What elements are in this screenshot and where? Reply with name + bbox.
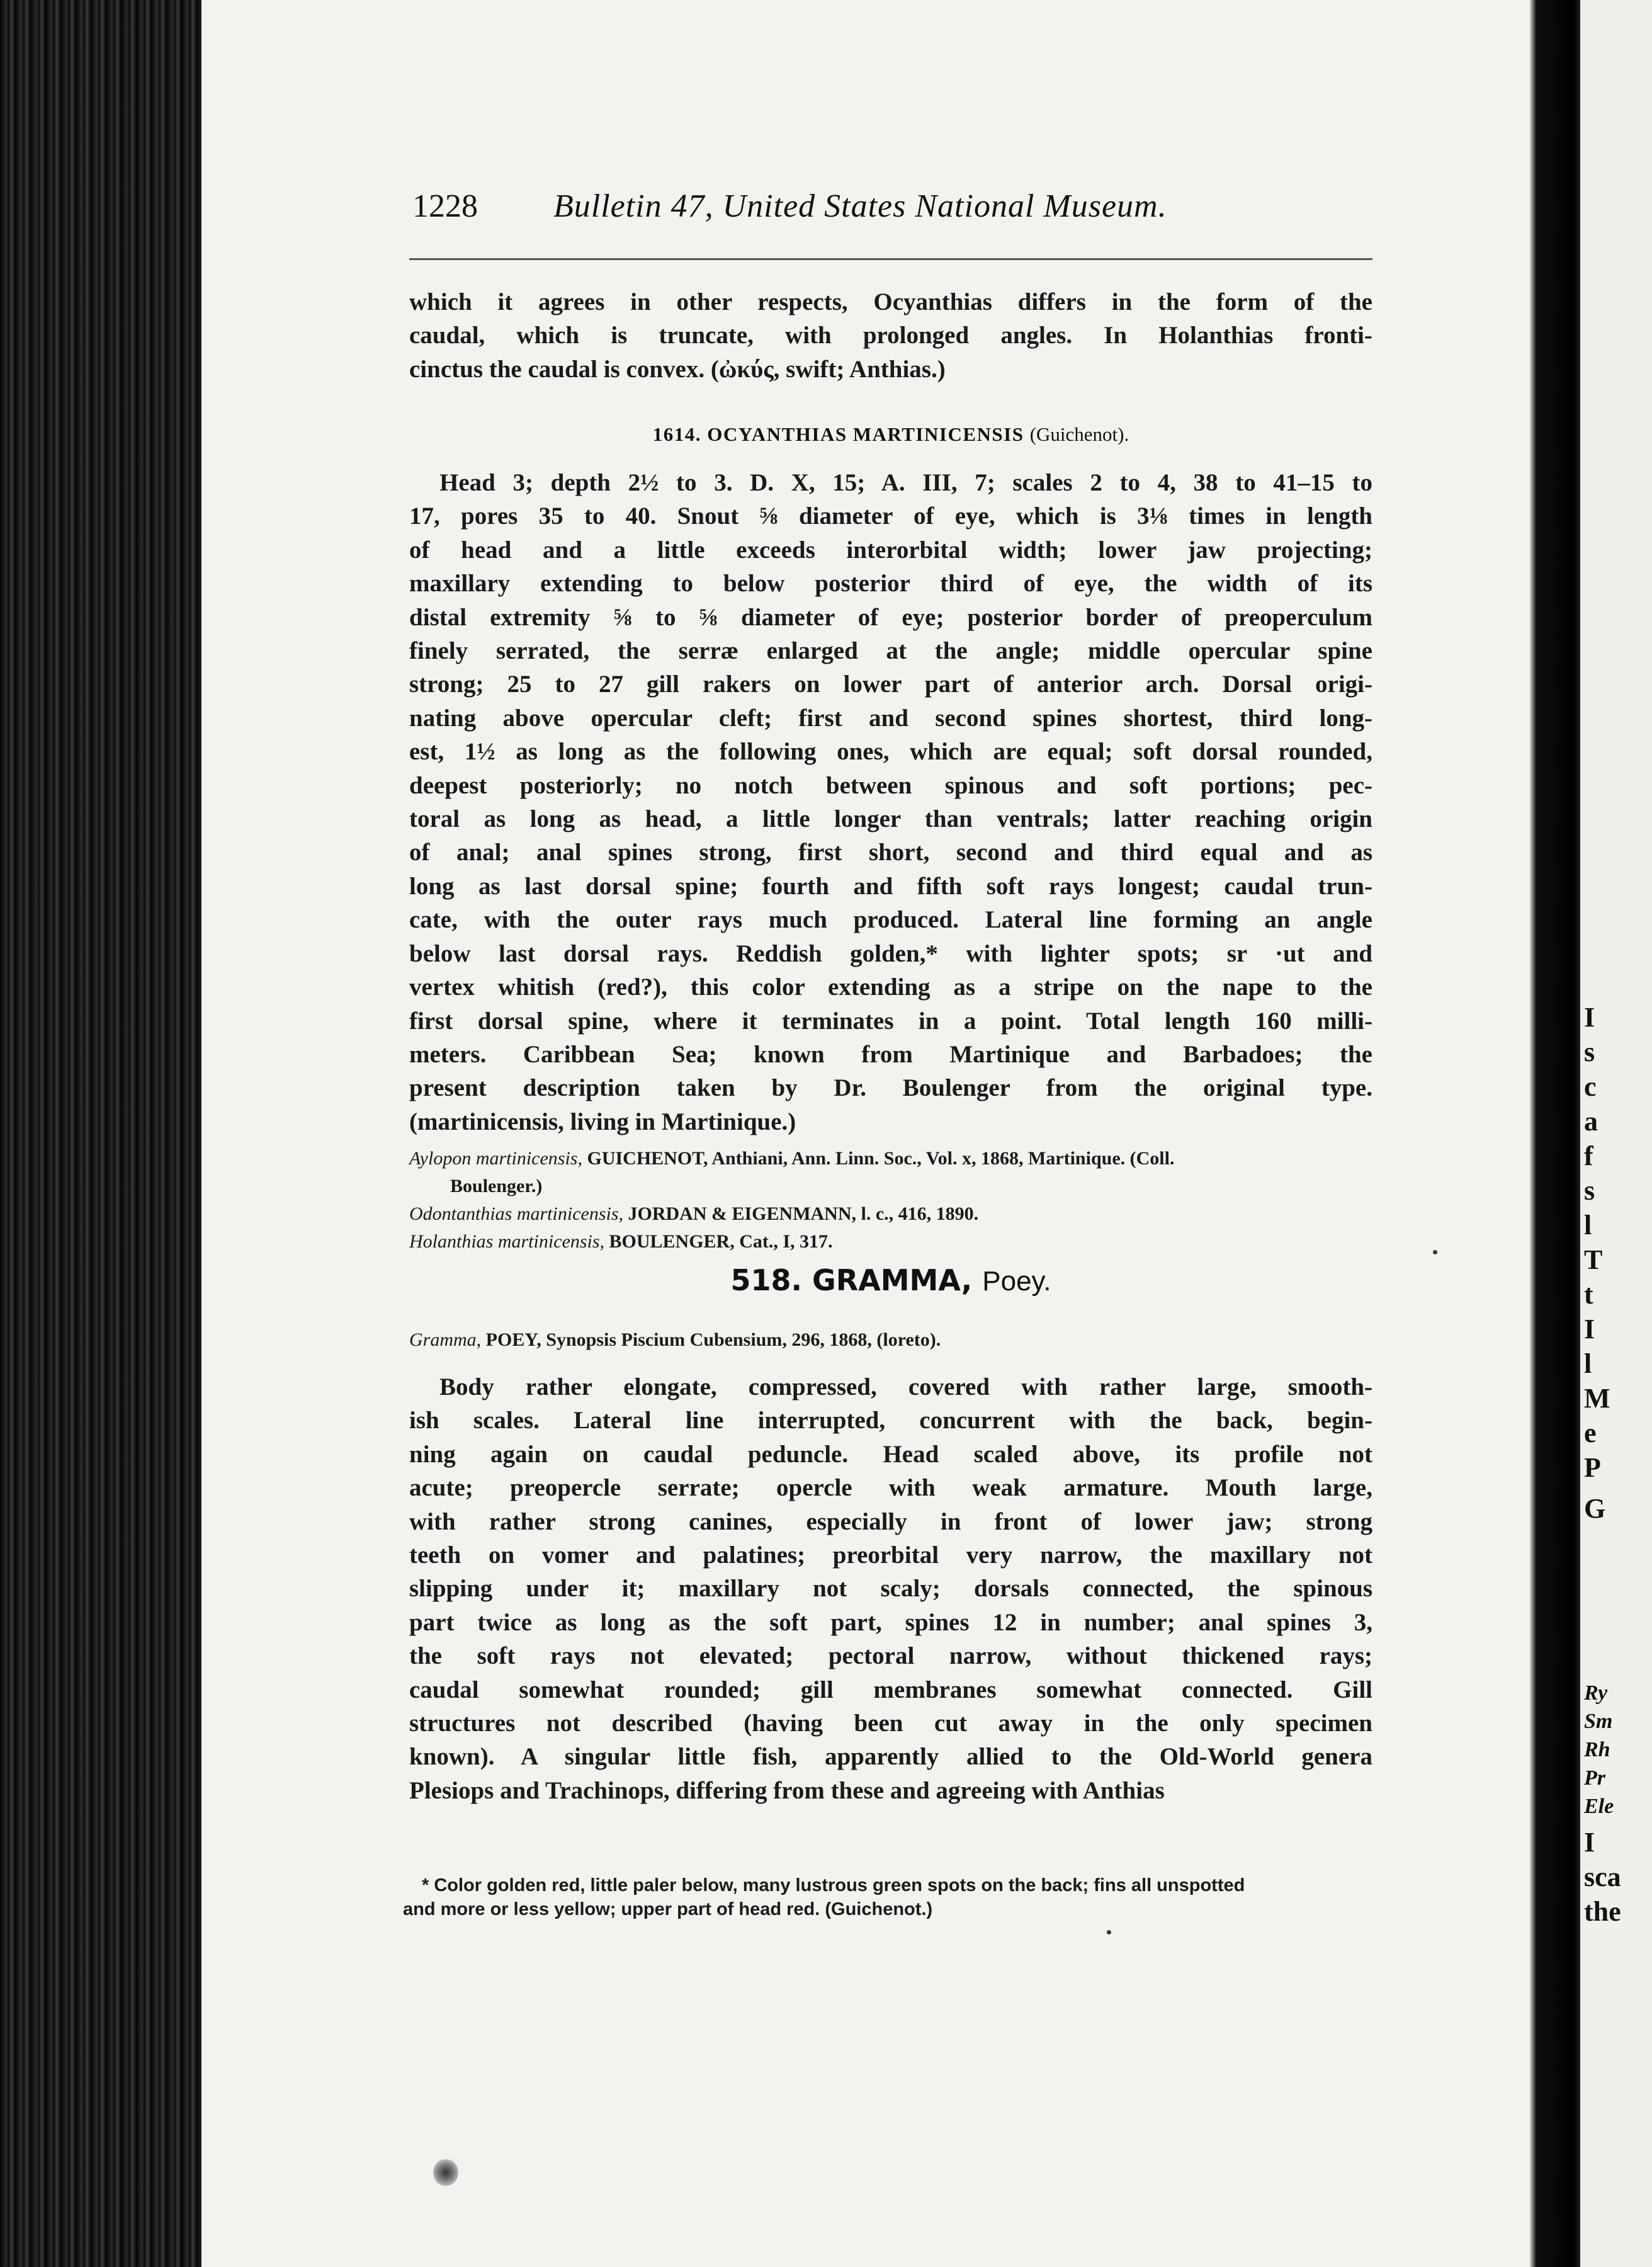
genus-description-line: Plesiops and Trachinops, differing from these and agreeing with Anthias — [409, 1776, 1165, 1804]
next-page-fragment: I — [1584, 1314, 1595, 1344]
synonym-name: Odontanthias martinicensis, — [409, 1203, 624, 1224]
synonym-citation: BOULENGER, Cat., I, 317. — [604, 1231, 833, 1252]
genus-heading — [409, 1263, 1372, 1297]
genus-description-line: ish scales. Lateral line interrupted, concurrent with the back, begin- — [409, 1407, 1372, 1435]
description-line: meters. Caribbean Sea; known from Martinique and Barbadoes; the — [409, 1040, 1372, 1068]
next-page-fragment: Rh — [1584, 1738, 1610, 1761]
next-page-fragment: G — [1584, 1493, 1606, 1524]
page-number: 1228 — [412, 188, 478, 224]
next-page-fragment: I — [1584, 1002, 1595, 1033]
description-line: deepest posteriorly; no notch between spinous and soft portions; pec- — [409, 771, 1372, 799]
next-page-fragment: a — [1584, 1106, 1598, 1137]
footnote-line: and more or less yellow; upper part of head red. (Guichenot.) — [403, 1899, 933, 1919]
genus-description-line: teeth on vomer and palatines; preorbital very narrow, the maxillary not — [409, 1542, 1372, 1569]
description-line: distal extremity ⅝ to ⅝ diameter of eye; posterior border of preoperculum — [409, 603, 1372, 631]
intro-line: caudal, which is truncate, with prolonged angles. In Holanthias fronti- — [409, 322, 1372, 349]
genus-description-line: known). A singular little fish, apparently allied to the Old-World genera — [409, 1743, 1372, 1771]
next-page-fragment: Pr — [1584, 1766, 1605, 1790]
intro-line: which it agrees in other respects, Ocyanthias differs in the form of the — [409, 288, 1372, 315]
synonym-citation: Boulenger.) — [450, 1176, 543, 1196]
intro-paragraph — [409, 285, 1372, 386]
synonym-citation: GUICHENOT, Anthiani, Ann. Linn. Soc., Vol. x, 1868, Martinique. (Coll. — [582, 1148, 1175, 1169]
next-page-fragment: s — [1584, 1175, 1595, 1206]
species-author: (Guichenot). — [1029, 423, 1129, 445]
description-line: below last dorsal rays. Reddish golden,* with lighter spots; sr ·ut and — [409, 940, 1372, 967]
genus-author: Poey. — [982, 1266, 1051, 1297]
genus-description-line: part twice as long as the soft part, spines 12 in number; anal spines 3, — [409, 1608, 1372, 1636]
next-page-fragment: the — [1584, 1896, 1621, 1927]
species-heading — [409, 423, 1372, 446]
running-header — [412, 188, 1429, 225]
description-line: first dorsal spine, where it terminates in a point. Total length 160 milli- — [409, 1007, 1372, 1035]
next-page-fragment: Sm — [1584, 1710, 1613, 1733]
synonym-name: Holanthias martinicensis, — [409, 1231, 605, 1252]
genus-description-line: with rather strong canines, especially in front of lower jaw; strong — [409, 1508, 1372, 1535]
genus-name: 518. GRAMMA, — [730, 1263, 973, 1297]
next-page-fragment: s — [1584, 1037, 1595, 1067]
genus-description-line: Body rather elongate, compressed, covered with rather large, smooth- — [439, 1373, 1372, 1401]
page-gutter — [1530, 0, 1580, 2267]
next-page-fragment: M — [1584, 1383, 1610, 1414]
header-rule — [409, 258, 1372, 260]
genus-description-line: ning again on caudal peduncle. Head scaled above, its profile not — [409, 1440, 1372, 1468]
next-page-fragment: sca — [1584, 1861, 1621, 1892]
next-page-fragment: l — [1584, 1210, 1592, 1241]
description-line: Head 3; depth 2½ to 3. D. X, 15; A. III, 7; scales 2 to 4, 38 to 41–15 to — [439, 469, 1372, 496]
genus-synonymy — [409, 1326, 1372, 1354]
synonym-citation: JORDAN & EIGENMANN, l. c., 416, 1890. — [623, 1203, 979, 1224]
description-line: nating above opercular cleft; first and second spines shortest, third long- — [409, 704, 1372, 732]
next-page-fragment: T — [1584, 1244, 1603, 1275]
intro-line: cinctus the caudal is convex. (ὠκύς, swift; Anthias.) — [409, 355, 946, 383]
species-synonymy — [409, 1145, 1372, 1256]
speck — [1107, 1930, 1111, 1935]
genus-description-line: slipping under it; maxillary not scaly; dorsals connected, the spinous — [409, 1575, 1372, 1603]
library-stamp — [433, 2159, 458, 2186]
description-line: cate, with the outer rays much produced. Lateral line forming an angle — [409, 906, 1372, 934]
genus-description — [409, 1370, 1372, 1807]
next-page-fragment: t — [1584, 1279, 1593, 1310]
species-name: 1614. OCYANTHIAS MARTINICENSIS — [652, 423, 1024, 445]
species-description — [409, 466, 1372, 1139]
genus-syn-name: Gramma, — [409, 1329, 482, 1350]
description-line: (martinicensis, living in Martinique.) — [409, 1108, 796, 1135]
next-page-fragment: f — [1584, 1140, 1593, 1171]
footnote-line: * Color golden red, little paler below, many lustrous green spots on the back; fins all unspotted — [422, 1875, 1245, 1895]
description-line: toral as long as head, a little longer than ventrals; latter reaching origin — [409, 805, 1372, 833]
next-page-fragment: c — [1584, 1071, 1597, 1102]
synonymy-entry — [409, 1173, 1372, 1200]
next-page-fragment: Ele — [1584, 1795, 1614, 1818]
next-page-sliver — [1580, 0, 1652, 2267]
description-line: long as last dorsal spine; fourth and fifth soft rays longest; caudal trun- — [409, 872, 1372, 900]
genus-syn-rest: POEY, Synopsis Piscium Cubensium, 296, 1868, (loreto). — [481, 1329, 941, 1350]
genus-description-line: acute; preopercle serrate; opercle with weak armature. Mouth large, — [409, 1474, 1372, 1502]
next-page-fragment: e — [1584, 1418, 1597, 1448]
book-binding — [0, 0, 201, 2267]
description-line: est, 1½ as long as the following ones, which are equal; soft dorsal rounded, — [409, 738, 1372, 766]
next-page-fragment: P — [1584, 1452, 1601, 1483]
synonym-name: Aylopon martinicensis, — [409, 1148, 582, 1169]
description-line: strong; 25 to 27 gill rakers on lower part of anterior arch. Dorsal origi- — [409, 671, 1372, 698]
description-line: 17, pores 35 to 40. Snout ⅝ diameter of eye, which is 3⅛ times in length — [409, 503, 1372, 530]
speck — [1433, 1250, 1437, 1254]
synonymy-entry — [409, 1200, 1372, 1228]
genus-description-line: caudal somewhat rounded; gill membranes somewhat connected. Gill — [409, 1676, 1372, 1703]
description-line: maxillary extending to below posterior third of eye, the width of its — [409, 570, 1372, 598]
description-line: vertex whitish (red?), this color extending as a stripe on the nape to the — [409, 974, 1372, 1001]
genus-description-line: the soft rays not elevated; pectoral narrow, without thickened rays; — [409, 1642, 1372, 1670]
description-line: of head and a little exceeds interorbital width; lower jaw projecting; — [409, 536, 1372, 564]
next-page-fragment: I — [1584, 1827, 1595, 1858]
description-line: present description taken by Dr. Boulenger from the original type. — [409, 1074, 1372, 1102]
genus-description-line: structures not described (having been cut away in the only specimen — [409, 1710, 1372, 1737]
next-page-fragment: Ry — [1584, 1681, 1608, 1705]
running-title: Bulletin 47, United States National Museum. — [553, 188, 1167, 224]
description-line: finely serrated, the serræ enlarged at the angle; middle opercular spine — [409, 637, 1372, 665]
description-line: of anal; anal spines strong, first short, second and third equal and as — [409, 839, 1372, 866]
synonymy-entry — [409, 1228, 1372, 1256]
next-page-fragment: l — [1584, 1348, 1592, 1379]
synonymy-entry — [409, 1145, 1372, 1173]
footnote — [403, 1873, 1376, 1921]
